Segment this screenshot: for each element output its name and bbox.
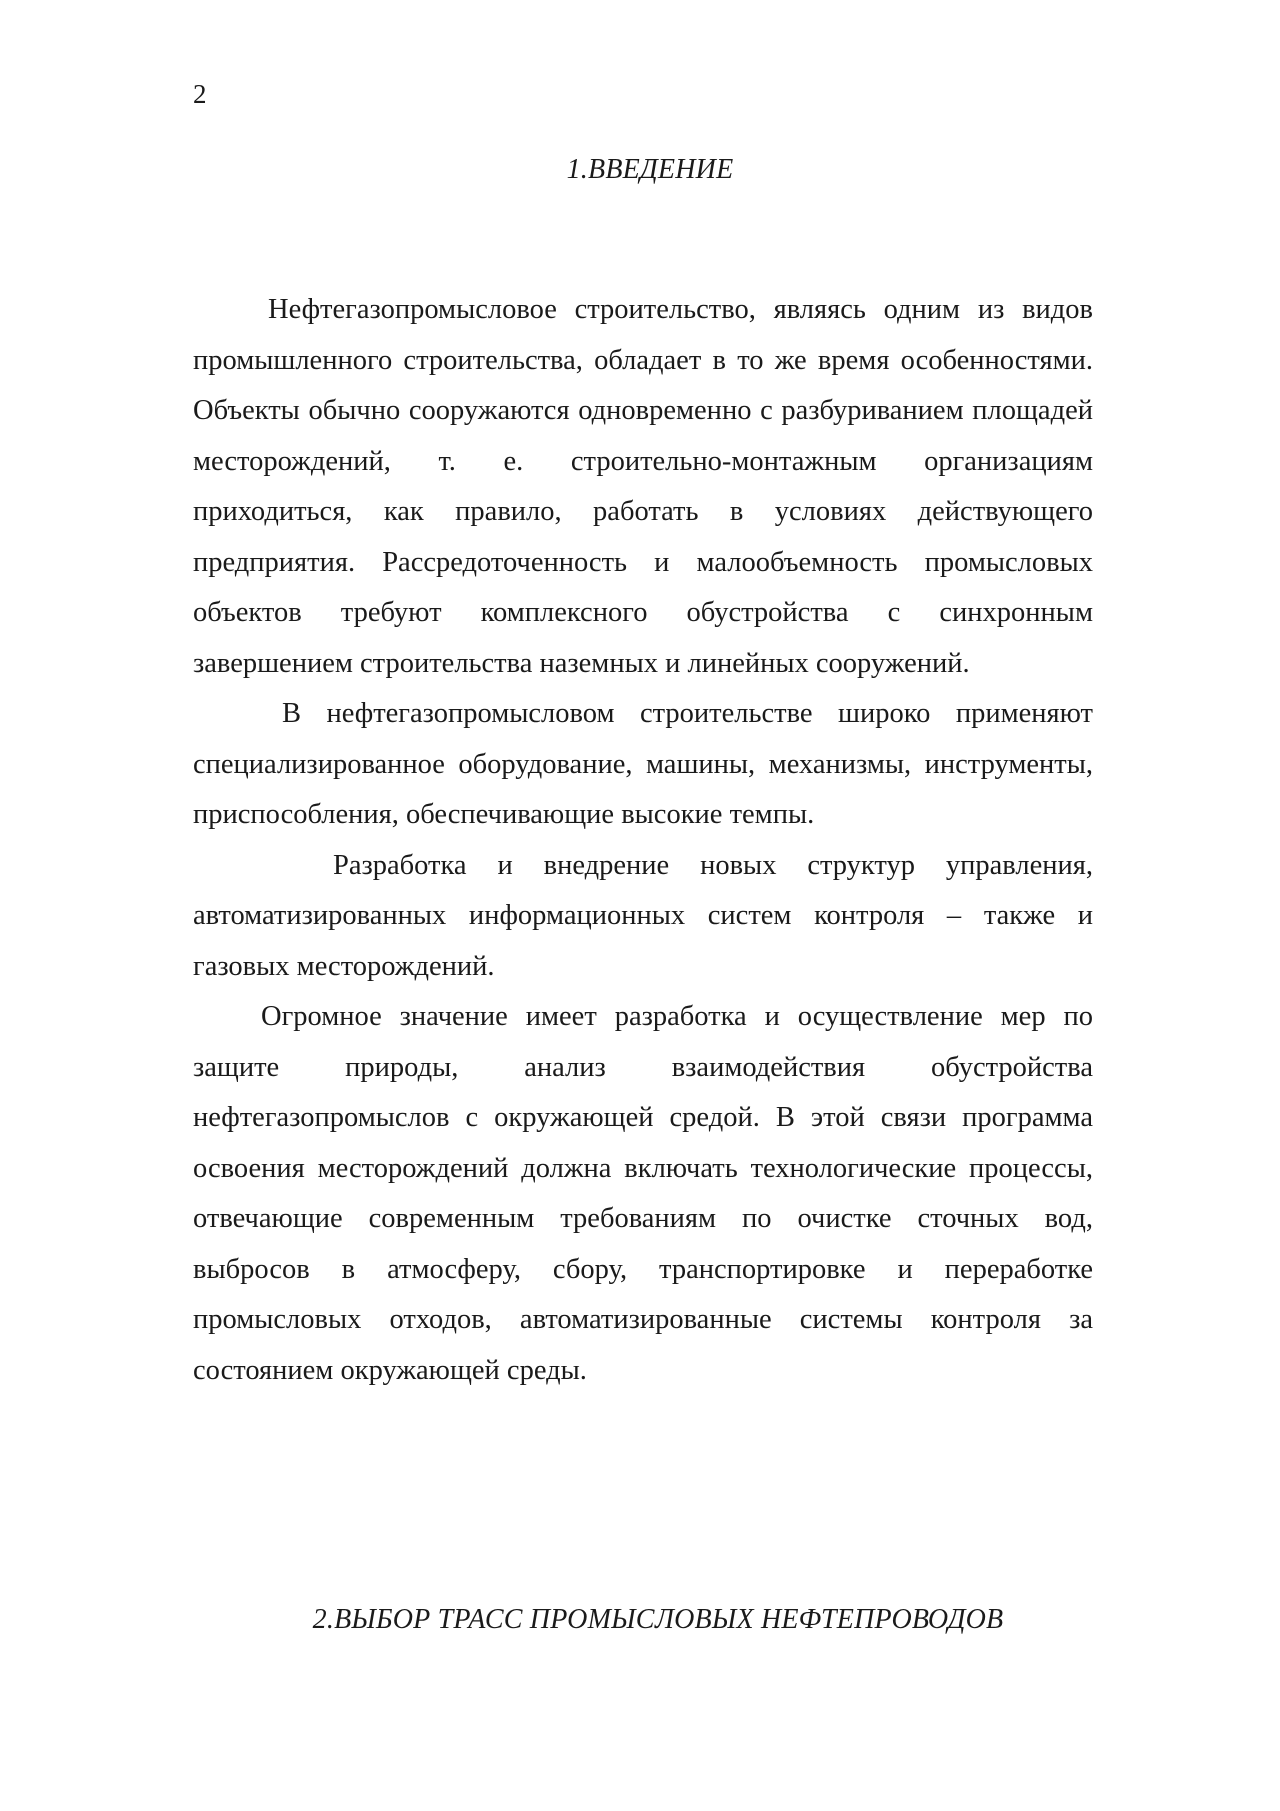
section-heading-route-selection: 2.ВЫБОР ТРАСС ПРОМЫСЛОВЫХ НЕФТЕПРОВОДОВ <box>312 1604 1004 1635</box>
paragraph: В нефтегазопромысловом строительстве широко применяют специализированное оборудование, машины, механизмы, инструменты, приспособления, обеспечивающие высокие темпы. <box>193 698 1093 830</box>
page-number: 2 <box>193 79 207 109</box>
introduction-body <box>193 285 1093 1396</box>
paragraph: Разработка и внедрение новых структур управления, автоматизированных информационных систем контроля – также и газовых месторождений. <box>193 849 1093 982</box>
paragraph: Огромное значение имеет разработка и осуществление мер по защите природы, анализ взаимодействия обустройства нефтегазопромыслов с окружающей средой. В этой связи программа освоения месторождений должна включать технологические процессы, отвечающие современным требованиям по очистке сточных вод, выбросов в атмосферу, сбору, транспортировке и переработке промысловых отходов, автоматизированные системы контроля за состоянием окружающей среды. <box>193 1001 1093 1386</box>
section-heading-introduction: 1.ВВЕДЕНИЕ <box>566 154 734 185</box>
paragraph: Нефтегазопромысловое строительство, являясь одним из видов промышленного строительства, обладает в то же время особенностями. Объекты обычно сооружаются одновременно с разбуриванием площадей месторождений, т. е. строительно-монтажным организациям приходиться, как правило, работать в условиях действующего предприятия. Рассредоточенность и малообъемность промысловых объектов требуют комплексного обустройства с синхронным завершением строительства наземных и линейных сооружений. <box>193 294 1093 679</box>
